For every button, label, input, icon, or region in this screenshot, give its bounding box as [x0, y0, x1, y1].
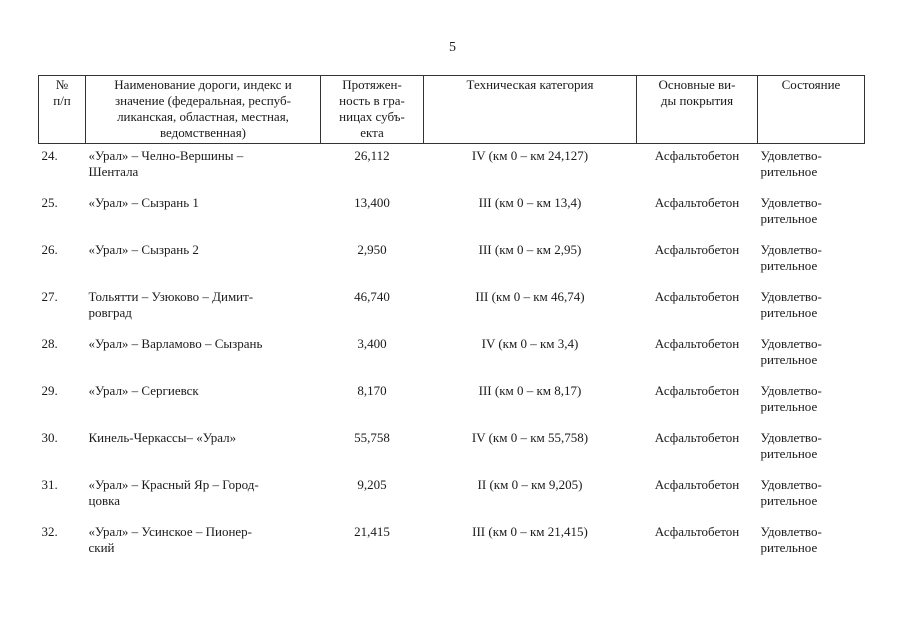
cell-state-line: Удовлетво-	[760, 195, 822, 210]
table-row	[39, 238, 865, 285]
cell-road-name-line: «Урал» – Сергиевск	[88, 383, 199, 398]
cell-state-line: рительное	[760, 258, 818, 273]
cell-state-line: Удовлетво-	[760, 289, 822, 304]
table-row	[39, 426, 865, 473]
table-row	[39, 191, 865, 238]
cell-road-name	[86, 332, 321, 379]
table-row	[39, 285, 865, 332]
cell-length: 55,758	[354, 430, 390, 445]
table-row	[39, 144, 865, 192]
cell-cover: Асфальтобетон	[654, 336, 740, 351]
cell-road-name-line: Тольятти – Узюково – Димит-	[88, 289, 254, 304]
cell-cover: Асфальтобетон	[654, 148, 740, 163]
cell-road-name-line: «Урал» – Челно-Вершины –	[88, 148, 244, 163]
cell-state-line: Удовлетво-	[760, 148, 822, 163]
cell-road-name-line: «Урал» – Усинское – Пионер-	[88, 524, 253, 539]
cell-state-line: Удовлетво-	[760, 524, 822, 539]
cell-state	[758, 379, 865, 426]
header-num-line: №	[55, 77, 69, 92]
cell-category: III (км 0 – км 8,17)	[478, 383, 582, 398]
cell-category: IV (км 0 – км 24,127)	[471, 148, 589, 163]
table-row	[39, 332, 865, 379]
cell-length: 9,205	[357, 477, 387, 492]
cell-road-name	[86, 238, 321, 285]
cell-cover: Асфальтобетон	[654, 477, 740, 492]
table-row	[39, 379, 865, 426]
header-cover	[637, 76, 758, 144]
cell-road-name-line: цовка	[88, 493, 120, 508]
cell-state-line: Удовлетво-	[760, 430, 822, 445]
cell-cover: Асфальтобетон	[654, 430, 740, 445]
cell-road-name	[86, 144, 321, 192]
cell-cover: Асфальтобетон	[654, 289, 740, 304]
cell-road-name	[86, 473, 321, 520]
cell-state-line: Удовлетво-	[760, 477, 822, 492]
cell-road-name	[86, 426, 321, 473]
header-state-line: Состояние	[781, 77, 841, 92]
cell-length: 21,415	[354, 524, 390, 539]
page-number: 5	[449, 40, 456, 55]
cell-length: 2,950	[357, 242, 387, 257]
cell-num: 28.	[41, 336, 58, 351]
cell-state-line: Удовлетво-	[760, 242, 822, 257]
header-state	[758, 76, 865, 144]
header-cover-line: ды покрытия	[660, 93, 734, 108]
cell-state-line: Удовлетво-	[760, 383, 822, 398]
cell-category: IV (км 0 – км 55,758)	[471, 430, 589, 445]
cell-road-name-line: «Урал» – Сызрань 2	[88, 242, 199, 257]
header-name-line: ведомственная)	[159, 125, 247, 140]
header-num	[39, 76, 86, 144]
cell-state-line: рительное	[760, 540, 818, 555]
cell-state-line: рительное	[760, 305, 818, 320]
cell-road-name-line: ровград	[88, 305, 132, 320]
cell-road-name	[86, 191, 321, 238]
cell-state-line: рительное	[760, 164, 818, 179]
cell-category: II (км 0 – км 9,205)	[477, 477, 583, 492]
header-category-line: Техническая категория	[466, 77, 594, 92]
cell-state	[758, 144, 865, 192]
table-row	[39, 473, 865, 520]
cell-state	[758, 238, 865, 285]
cell-num: 30.	[41, 430, 58, 445]
cell-length: 3,400	[357, 336, 387, 351]
header-length-line: ницах субъ-	[339, 109, 405, 124]
cell-length: 13,400	[354, 195, 390, 210]
header-length-line: екта	[360, 125, 384, 140]
cell-road-name	[86, 379, 321, 426]
cell-state-line: рительное	[760, 493, 818, 508]
cell-state-line: рительное	[760, 352, 818, 367]
header-length-line: Протяжен-	[342, 77, 402, 92]
cell-state-line: рительное	[760, 446, 818, 461]
cell-category: III (км 0 – км 13,4)	[478, 195, 582, 210]
header-name-line: значение (федеральная, респуб-	[115, 93, 291, 108]
cell-road-name-line: Шентала	[88, 164, 139, 179]
cell-category: III (км 0 – км 46,74)	[475, 289, 585, 304]
cell-num: 27.	[41, 289, 58, 304]
table-row	[39, 520, 865, 567]
cell-state-line: рительное	[760, 399, 818, 414]
cell-road-name-line: «Урал» – Варламово – Сызрань	[88, 336, 263, 351]
table-header-row	[39, 76, 865, 144]
header-name-line: ликанская, областная, местная,	[117, 109, 289, 124]
cell-state	[758, 426, 865, 473]
cell-state	[758, 520, 865, 567]
cell-num: 32.	[41, 524, 58, 539]
header-category	[424, 76, 637, 144]
header-name	[86, 76, 321, 144]
cell-state	[758, 473, 865, 520]
cell-road-name-line: ский	[88, 540, 115, 555]
cell-road-name-line: Кинель-Черкассы– «Урал»	[88, 430, 237, 445]
cell-category: III (км 0 – км 2,95)	[478, 242, 582, 257]
table-body	[39, 144, 865, 568]
header-cover-line: Основные ви-	[658, 77, 736, 92]
cell-cover: Асфальтобетон	[654, 383, 740, 398]
header-length	[321, 76, 424, 144]
cell-state	[758, 191, 865, 238]
cell-length: 26,112	[354, 148, 390, 163]
cell-road-name	[86, 285, 321, 332]
cell-cover: Асфальтобетон	[654, 524, 740, 539]
cell-road-name	[86, 520, 321, 567]
cell-state-line: Удовлетво-	[760, 336, 822, 351]
cell-category: IV (км 0 – км 3,4)	[481, 336, 579, 351]
cell-state	[758, 285, 865, 332]
cell-cover: Асфальтобетон	[654, 242, 740, 257]
cell-num: 26.	[41, 242, 58, 257]
header-length-line: ность в гра-	[339, 93, 405, 108]
cell-num: 31.	[41, 477, 58, 492]
cell-state	[758, 332, 865, 379]
cell-length: 46,740	[354, 289, 390, 304]
cell-road-name-line: «Урал» – Красный Яр – Город-	[88, 477, 259, 492]
cell-state-line: рительное	[760, 211, 818, 226]
cell-cover: Асфальтобетон	[654, 195, 740, 210]
header-num-line: п/п	[53, 93, 71, 108]
cell-num: 25.	[41, 195, 58, 210]
cell-road-name-line: «Урал» – Сызрань 1	[88, 195, 199, 210]
cell-length: 8,170	[357, 383, 387, 398]
cell-num: 29.	[41, 383, 58, 398]
cell-category: III (км 0 – км 21,415)	[472, 524, 588, 539]
cell-num: 24.	[41, 148, 58, 163]
roads-table	[38, 75, 865, 567]
header-name-line: Наименование дороги, индекс и	[114, 77, 292, 92]
